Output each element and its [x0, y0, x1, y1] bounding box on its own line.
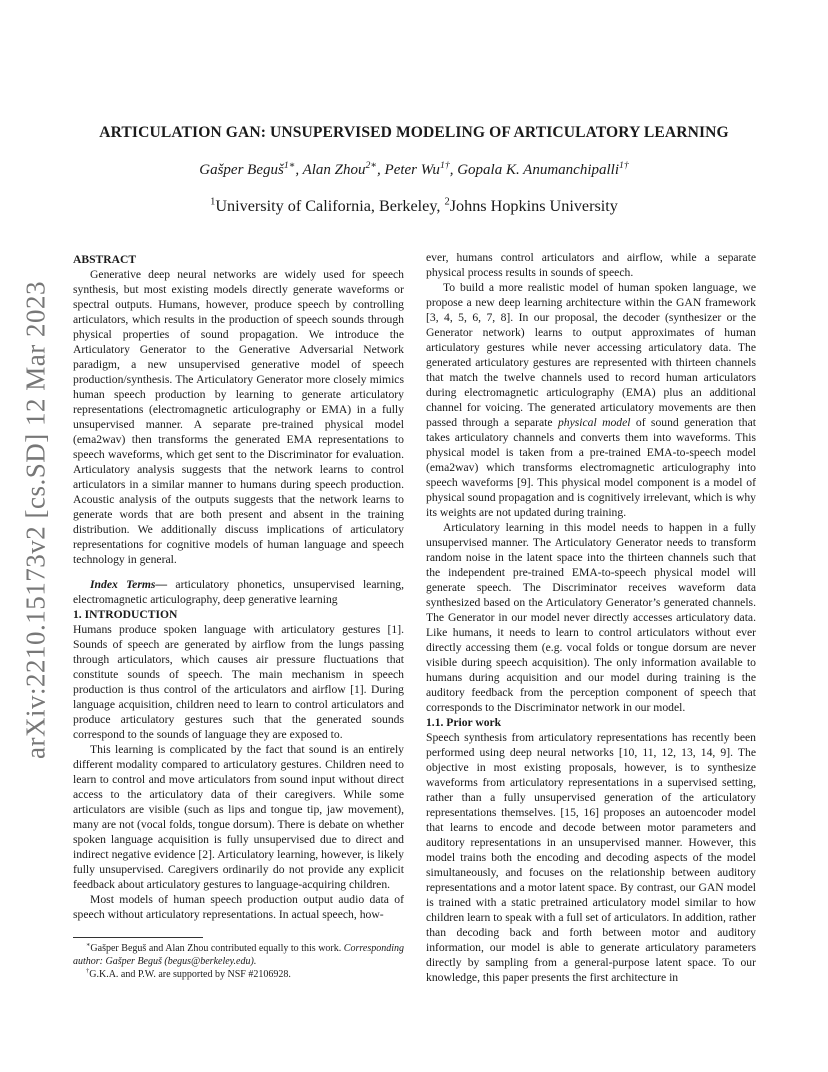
footnote-mark: ∗ [86, 941, 91, 949]
subsection-heading-prior-work: 1.1. Prior work [426, 716, 502, 729]
affil-name: University of California, Berkeley, [215, 197, 445, 215]
author-name: Gašper Beguš [199, 162, 284, 178]
author-mark: 1∗ [283, 160, 296, 171]
prior-work-paragraph: Speech synthesis from articulatory representations has recently been performed using deep neural networks [10, 11, 12, 13, 14, 9]. The objective in most existing proposals, however, is to synthesize waveforms from articulatory representations in a supervised setting, rather than a fully unsupervised generation of the articulatory representations themselves. [15, 16] proposes an autoencoder model that learns to encode and decode between motor parameters and auditory representations in an unsupervised manner. However, this model trains both the encoding and decoding aspects of the model simultaneously, and focuses on the relationship between auditory representations and a motor latent space. By contrast, our GAN model is trained with a static pretrained articulatory model similar to how children learn to speak with a full set of articulators. In addition, rather than decoding back and forth between motor and auditory information, our model is able to generate articulatory parameters directly by sampling from a general-purpose latent space. To our knowledge, this paper presents the first architecture in [426, 731, 756, 984]
left-column [73, 252, 404, 922]
footnote-text: G.K.A. and P.W. are supported by NSF #2106928. [89, 969, 291, 980]
author-mark: 1† [619, 160, 629, 171]
footnote-2 [73, 968, 404, 981]
paper-title: ARTICULATION GAN: UNSUPERVISED MODELING OF ARTICULATORY LEARNING [99, 124, 729, 141]
footnote-rule [73, 937, 203, 938]
index-terms [73, 577, 404, 607]
affiliations [70, 197, 758, 216]
intro-paragraph-5: Articulatory learning in this model needs to happen in a fully unsupervised manner. The Articulatory Generator needs to transform random noise in the latent space into the thirteen channels such that the independent pre-trained EMA-to-speech physical model will generate speech. The Discriminator receives waveform data synthesized based on the Articulatory Generator’s generated channels. The Generator in our model never directly accesses articulatory data. Like humans, it needs to learn to control articulators without ever directly accessing them (e.g. vocal folds or tongue dorsum are never visible during speech acquisition). The only information available to humans during acquisition and our model during training is the auditory feedback from the perception component of speech that corresponds to the Discriminator network in our model. [426, 521, 756, 714]
author-mark: 1† [439, 160, 450, 171]
affil-mark: 1 [210, 196, 216, 208]
index-terms-label: Index Terms— [90, 578, 168, 591]
intro-paragraph-2: This learning is complicated by the fact that sound is an entirely different modality compared to articulatory gestures. Children need to learn to control and move articulators from sound input without direct access to the articulatory data of their caregivers. While some articulators are visible (such as lips and tongue tip, jaw movement), many are not (vocal folds, tongue dorsum). There is debate on whether spoken language acquisition is fully unsupervised due to direct and indirect negative evidence [2]. Articulatory learning, however, is likely fully unsupervised. Caregivers ordinarily do not provide any explicit feedback about articulatory gestures to language-acquiring children. [73, 743, 404, 891]
right-column [426, 250, 756, 985]
arxiv-id: arXiv:2210.15173v2 [cs.SD] 12 Mar 2023 [20, 281, 51, 759]
intro-paragraph-4 [426, 280, 756, 520]
affil-mark: 2 [444, 196, 450, 208]
arxiv-sidebar-stamp [16, 280, 56, 760]
abstract-text: Generative deep neural networks are widely used for speech synthesis, but most existing models directly generate waveforms or spectral outputs. Humans, however, produce speech by controlling articulators, which results in the production of speech sounds through physical properties of sound propagation. We introduce the Articulatory Generator to the Generative Adversarial Network paradigm, a new unsupervised generative model of speech production/synthesis. The Articulatory Generator more closely mimics human speech production by learning to generate articulatory representations (electromagnetic articulography or EMA) in a fully unsupervised manner. A separate pre-trained physical model (ema2wav) then transforms the generated EMA representations to speech waveforms, which get sent to the Discriminator for evaluation. Articulatory analysis suggests that the network learns to control articulators in a similar manner to humans during speech production. Acoustic analysis of the outputs suggests that the network learns to generate words that are both present and absent in the training distribution. We additionally discuss implications of articulatory representations for cognitive models of human language and speech technology in general. [73, 268, 404, 566]
author-name: Alan Zhou [302, 162, 366, 178]
footnotes [73, 937, 404, 981]
intro-paragraph-3-continued: ever, humans control articulators and airflow, while a separate physical process results in sounds of speech. [426, 251, 756, 279]
footnote-1 [73, 942, 404, 968]
abstract-heading: ABSTRACT [73, 253, 137, 266]
paragraph-text: of sound generation that takes articulatory channels and converts them into waveforms. This physical model is taken from a pre-trained EMA-to-speech model (ema2wav) which transforms electromagnetic articulography into speech waveforms [9]. This physical model component is a model of physical sound propagation and is cognitively irrelevant, which is why its weights are not updated during training. [426, 416, 757, 519]
emphasis-text: physical model [557, 416, 631, 429]
footnote-mark: † [86, 967, 90, 975]
intro-paragraph-1: Humans produce spoken language with articulatory gestures [1]. Sounds of speech are generated by airflow from the lungs passing through articulators, which causes air pressure fluctuations that constitute sounds of speech. The main mechanism in speech production is thus control of the articulators and airflow [1]. During language acquisition, children need to learn to control articulators and produce articulatory gestures such that the generated sounds correspond to the sounds of language they are exposed to. [73, 623, 404, 741]
section-heading-introduction: 1. INTRODUCTION [73, 608, 178, 621]
footnote-text: Corresponding author: Gašper Beguš (begus@berkeley.edu). [73, 943, 404, 967]
intro-paragraph-3: Most models of human speech production output audio data of speech without articulatory representations. In actual speech, how- [73, 893, 404, 921]
index-terms-text: articulatory phonetics, unsupervised learning, electromagnetic articulography, deep generative learning [73, 578, 404, 606]
author-name: Peter Wu [384, 162, 440, 178]
footnote-text: Gašper Beguš and Alan Zhou contributed equally to this work. [90, 943, 344, 954]
author-mark: 2∗ [365, 160, 378, 171]
affil-name: Johns Hopkins University [449, 197, 618, 215]
author-name: Gopala K. Anumanchipalli [457, 162, 619, 178]
author-list: Gašper Beguš$^{1∗}$, Alan Zhou$^{2∗}$, Peter $Wu^{1\dagger}$, Gopala K. Anumanchipalli$^{1\dagger}$ [199, 160, 629, 178]
paragraph-text: To build a more realistic model of human spoken language, we propose a new deep learning architecture within the GAN framework [3, 4, 5, 6, 7, 8]. In our proposal, the decoder (synthesizer or the Generator network) learns to output approximates of human articulatory gestures while never accessing articulatory data. The generated articulatory gestures are represented with thirteen channels that match the twelve channels used to record human articulators during electromagnetic articulography (EMA) plus an additional channel for voicing. The generated articulatory movements are then passed through a separate [426, 281, 756, 429]
